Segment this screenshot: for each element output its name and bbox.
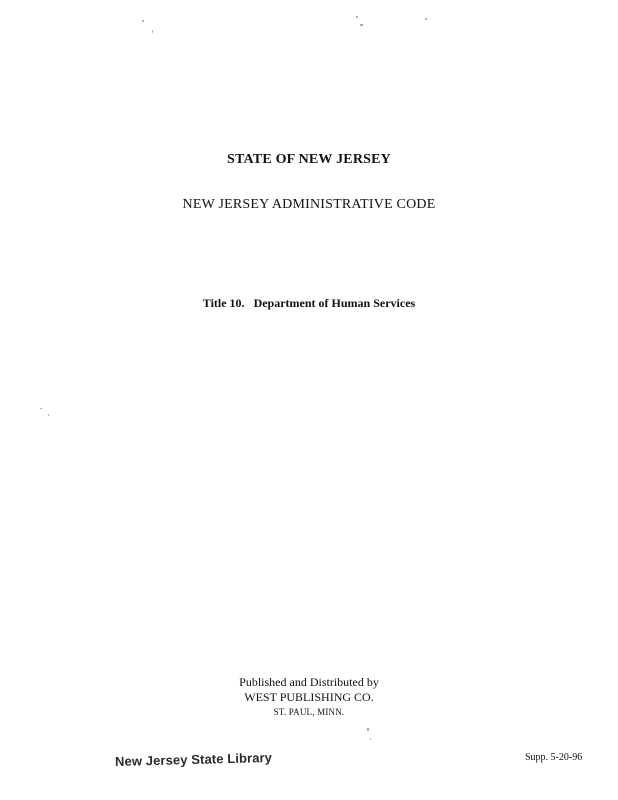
scan-speck — [48, 414, 49, 416]
publisher-line-2: WEST PUBLISHING CO. — [244, 690, 374, 704]
title-line — [0, 296, 618, 311]
title-department: Department of Human Services — [253, 296, 416, 310]
scan-speck — [370, 738, 371, 740]
scan-speck — [142, 20, 144, 22]
publisher-line-1: Published and Distributed by — [239, 675, 379, 689]
code-heading: NEW JERSEY ADMINISTRATIVE CODE — [182, 197, 436, 212]
library-stamp: New Jersey State Library — [114, 749, 273, 770]
title-number: Title 10. — [202, 296, 245, 310]
publisher-city: ST. PAUL, MINN. — [273, 707, 345, 717]
scan-speck — [425, 18, 427, 20]
state-heading: STATE OF NEW JERSEY — [227, 152, 391, 167]
supplement-date: Supp. 5-20-96 — [525, 752, 583, 763]
scan-speck — [40, 408, 42, 409]
scan-speck — [152, 30, 153, 33]
scan-speck — [356, 16, 358, 18]
publisher-block — [0, 675, 618, 720]
scan-speck — [367, 728, 369, 731]
scan-speck — [360, 24, 363, 26]
